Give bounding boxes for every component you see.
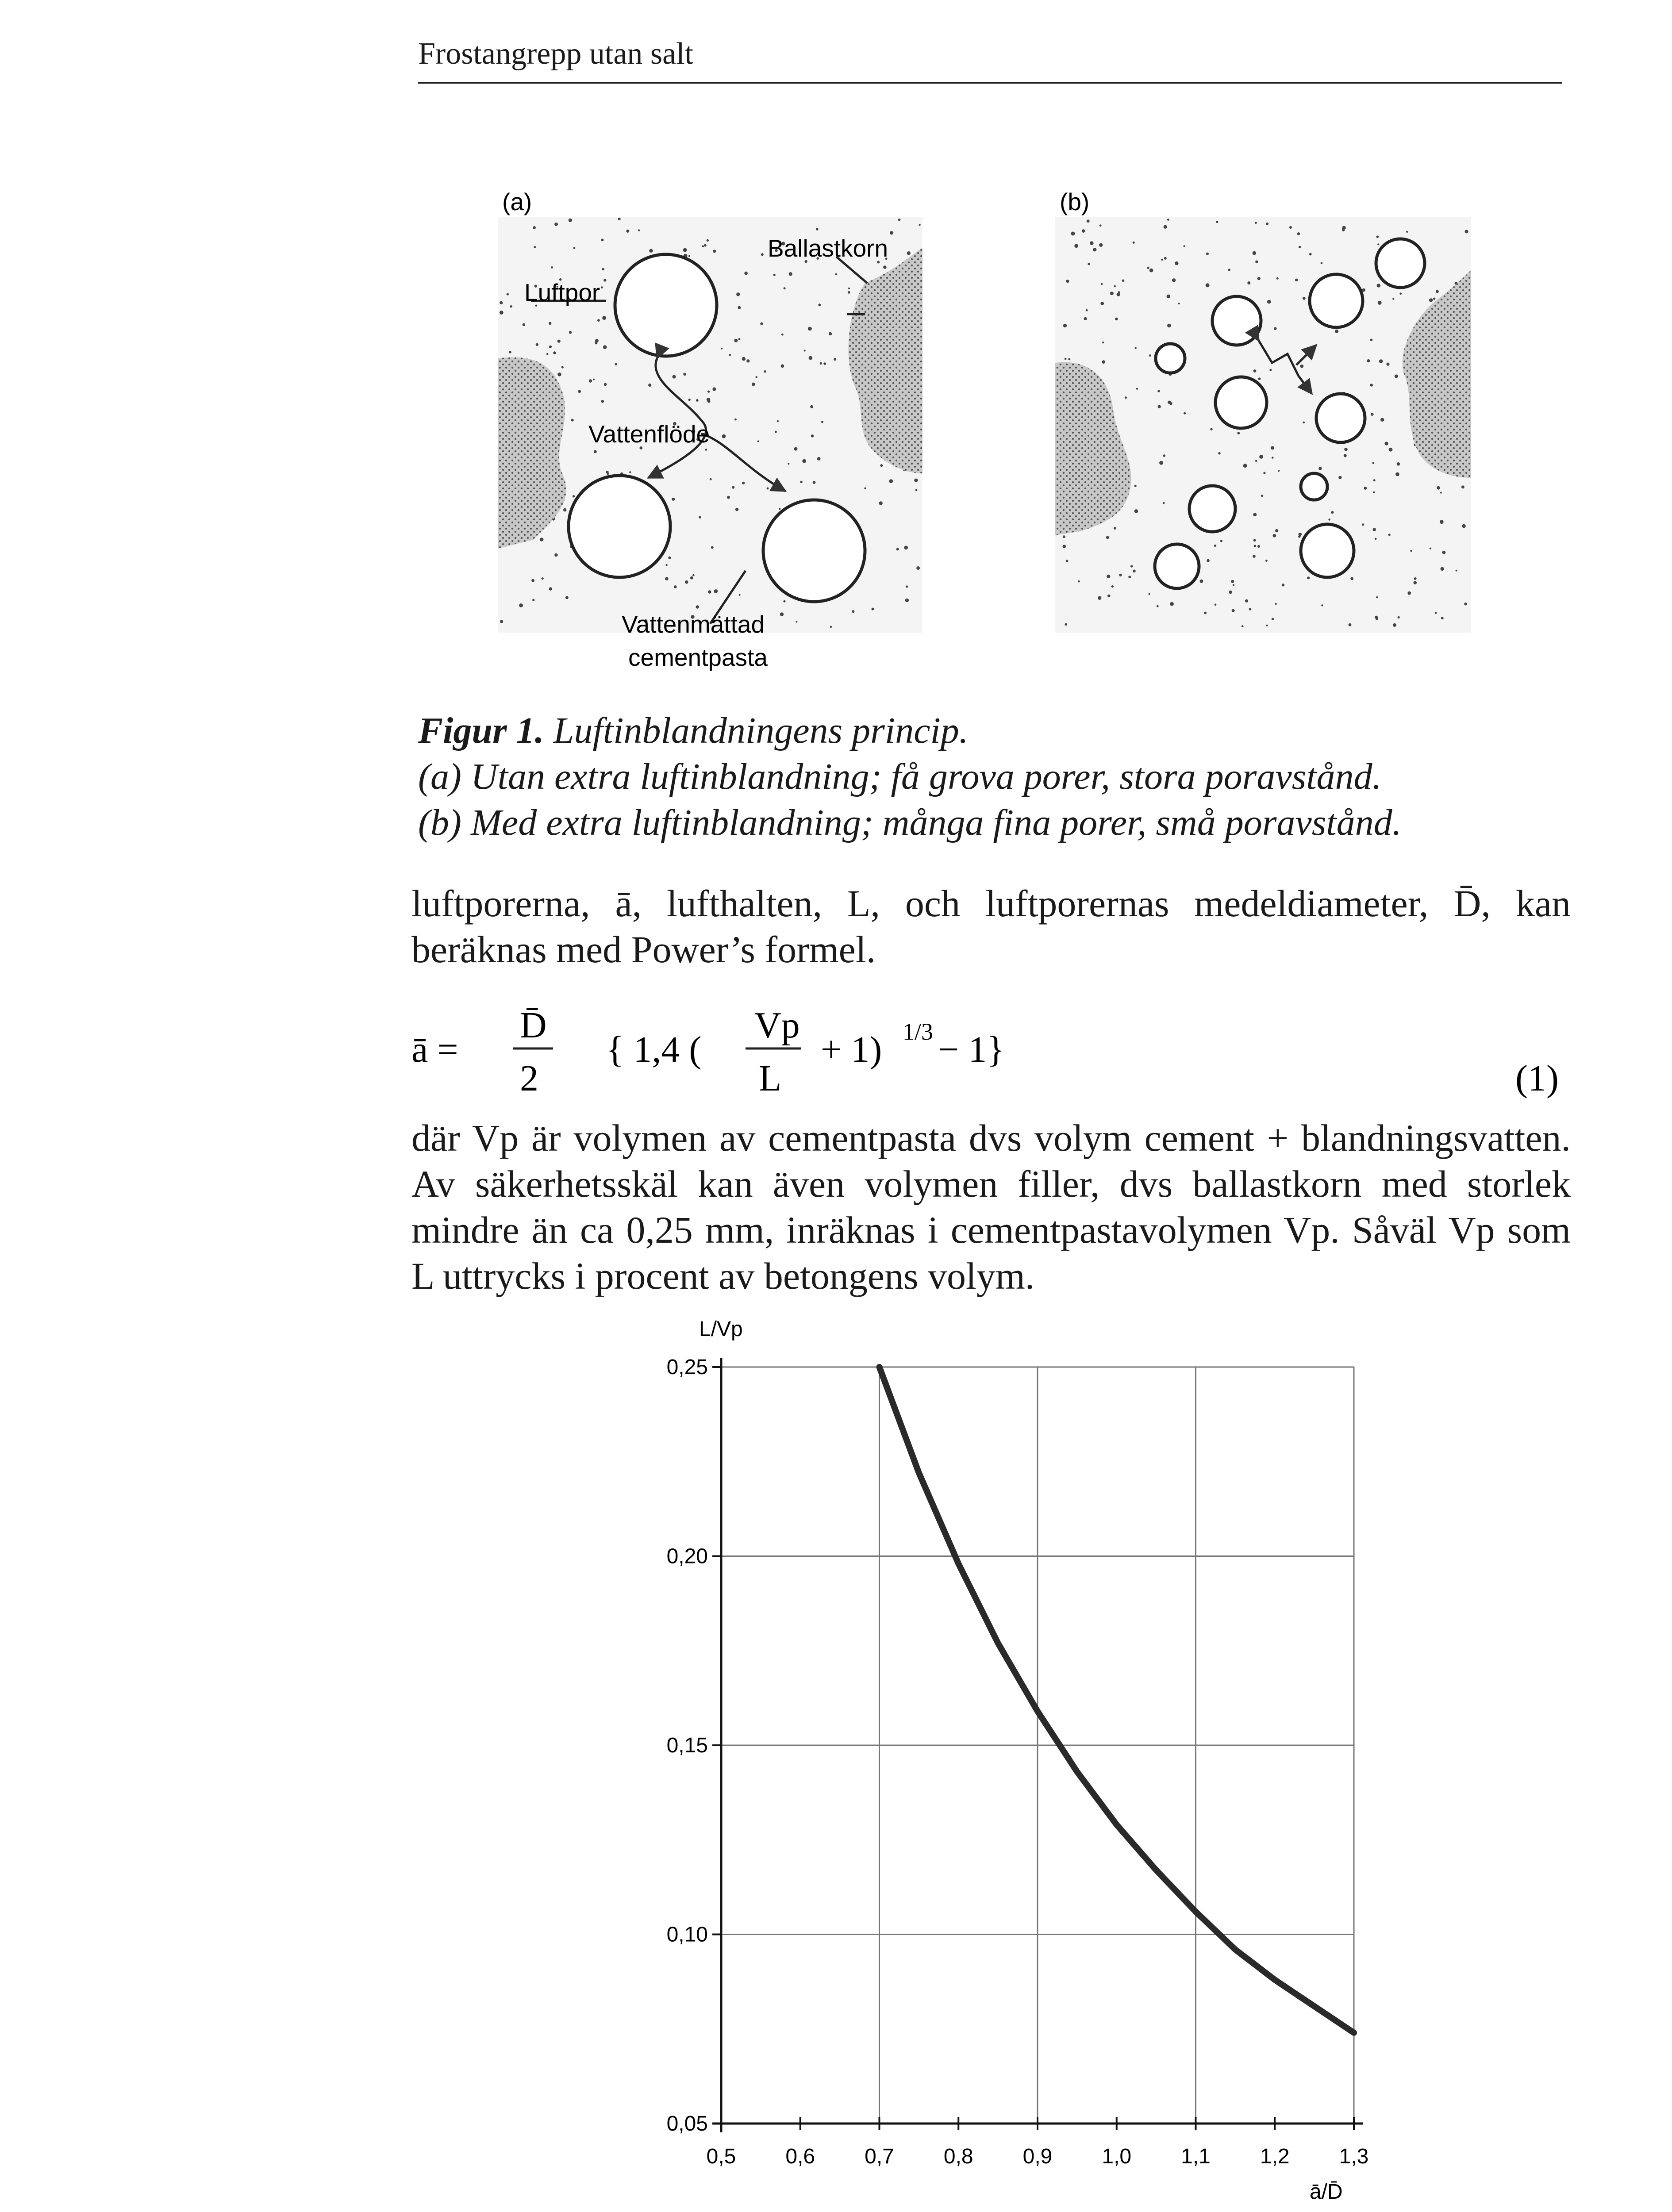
x-tick-label: 0,9 — [1022, 2145, 1053, 2168]
formula-tail2: − 1} — [938, 1029, 1005, 1070]
label-vattenflode: Vattenflöde — [588, 420, 710, 448]
figure-1-illustration — [418, 168, 1560, 717]
x-tick-label: 1,0 — [1102, 2145, 1132, 2168]
y-tick-label: 0,15 — [666, 1734, 708, 1757]
figure-1-title: Luftinblandningens princip. — [553, 710, 969, 751]
air-pore — [1316, 394, 1365, 442]
running-header: Frostangrepp utan salt — [418, 37, 694, 71]
figure-1-number: Figur 1. — [418, 710, 544, 751]
panel-a — [498, 188, 922, 671]
y-axis-label: L/Vp — [699, 1317, 743, 1341]
air-pore — [1215, 377, 1267, 428]
y-tick-label: 0,10 — [666, 1923, 708, 1947]
panel-b-label: (b) — [1060, 188, 1090, 215]
label-luftpor: Luftpor — [524, 279, 600, 306]
air-pore — [1156, 344, 1185, 373]
air-pore — [1301, 524, 1354, 577]
formula-exponent: 1/3 — [903, 1018, 934, 1045]
y-tick-label: 0,20 — [666, 1544, 708, 1568]
x-tick-label: 1,1 — [1181, 2145, 1211, 2168]
air-pore — [1376, 239, 1425, 288]
air-pore — [1301, 473, 1327, 500]
header-rule — [418, 82, 1562, 84]
series-line-l-vp — [880, 1367, 1354, 2033]
x-tick-label: 0,8 — [943, 2145, 973, 2168]
x-tick-label: 0,5 — [706, 2145, 736, 2168]
paragraph-explanation: där Vp är volymen av cementpasta dvs volym cement + blandningsvatten. Av säkerhetsskäl kan även volymen filler, dvs ballastkorn med storlek mindre än ca 0,25 mm, inräknas i cementpastavolymen Vp. Såväl Vp som L uttrycks i procent av betongens volym. — [411, 1117, 1571, 1297]
air-pore — [763, 500, 865, 602]
figure-1-caption-line1 — [418, 708, 1577, 754]
formula-frac1-den: 2 — [520, 1058, 538, 1099]
figure-1-caption-b: (b) Med extra luftinblandning; många fina porer, små poravstånd. — [418, 802, 1402, 843]
power-formula — [411, 995, 1571, 1128]
figure-1-caption — [418, 708, 1577, 846]
figure-2-chart — [611, 1305, 1416, 2212]
label-cementpasta: cementpasta — [628, 644, 768, 671]
x-tick-label: 1,3 — [1339, 2145, 1369, 2168]
x-tick-label: 0,7 — [865, 2145, 894, 2168]
figure-1-caption-a: (a) Utan extra luftinblandning; få grova porer, stora poravstånd. — [418, 756, 1382, 797]
formula-tail: + 1) — [821, 1029, 882, 1070]
air-pore — [1189, 486, 1235, 532]
formula-frac2-num: Vp — [754, 1005, 800, 1046]
paragraph-intro: luftporerna, ā, lufthalten, L, och luftporernas medeldiameter, D̄, kan beräknas med Power’s formel. — [411, 882, 1571, 971]
air-pore — [569, 476, 670, 577]
y-tick-label: 0,25 — [666, 1356, 708, 1379]
y-tick-label: 0,05 — [666, 2112, 708, 2135]
panel-a-label: (a) — [502, 188, 532, 215]
panel-b — [1055, 188, 1471, 633]
x-axis-label: ā/D̄ — [1310, 2180, 1343, 2204]
label-vattenmattad: Vattenmättad — [622, 611, 765, 638]
formula-frac2-den: L — [759, 1058, 782, 1099]
formula-number: (1) — [1515, 1058, 1559, 1099]
formula-frac1-num: D̄ — [520, 1005, 547, 1046]
formula-brace-open: { 1,4 ( — [606, 1029, 702, 1070]
label-ballastkorn: Ballastkorn — [768, 234, 888, 262]
air-pore — [615, 254, 717, 356]
formula-lhs: ā = — [411, 1029, 458, 1070]
air-pore — [1155, 544, 1199, 588]
x-tick-label: 1,2 — [1260, 2145, 1290, 2168]
air-pore — [1212, 296, 1261, 345]
x-tick-label: 0,6 — [785, 2145, 815, 2168]
air-pore — [1310, 274, 1363, 327]
